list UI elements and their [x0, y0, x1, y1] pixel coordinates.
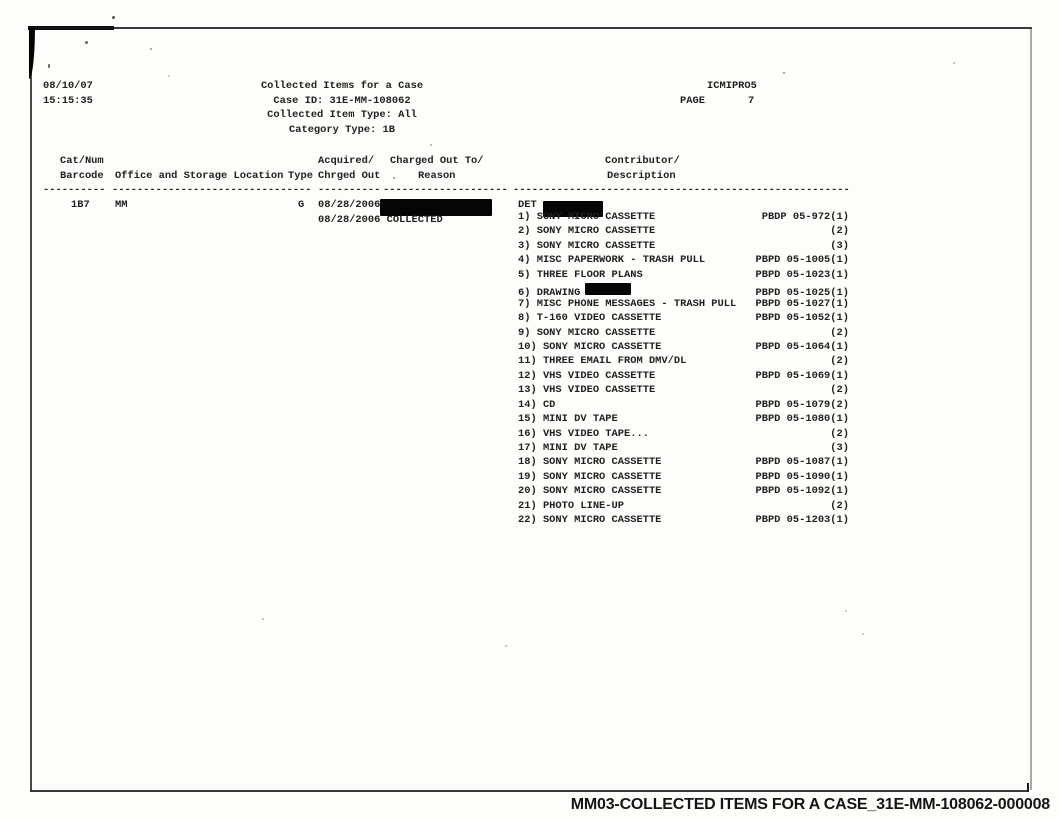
- program-id: ICMIPRO5: [707, 80, 757, 92]
- scan-speck: [783, 72, 785, 74]
- item-list: [518, 211, 849, 529]
- item-description: 4) MISC PAPERWORK - TRASH PULL: [518, 254, 706, 267]
- scan-speck: [953, 62, 955, 64]
- record-cat-num: 1B7: [71, 199, 90, 211]
- item-evidence-code: (3): [830, 442, 849, 454]
- col-header-acquired-1: Acquired/: [318, 155, 375, 167]
- item-evidence-code: PBPD 05-1052(1): [755, 312, 849, 325]
- record-location: MM: [115, 199, 128, 211]
- col-header-type: Type: [288, 169, 313, 182]
- item-evidence-code: PBPD 05-1005(1): [755, 254, 849, 267]
- scan-speck: [505, 645, 507, 647]
- separator-dashes-5: ------------------------------------------------------: [513, 184, 850, 196]
- collected-item-row: [518, 298, 849, 312]
- scan-speck: [168, 75, 170, 77]
- item-evidence-code: (2): [830, 326, 849, 339]
- item-evidence-code: PBPD 05-1027(1): [755, 297, 849, 310]
- item-description: 16) VHS VIDEO TAPE...: [518, 427, 649, 440]
- col-header-catnum-2: Barcode: [60, 169, 104, 182]
- record-acquired-date: 08/28/2006: [318, 199, 381, 211]
- item-description: 11) THREE EMAIL FROM DMV/DL: [518, 355, 687, 368]
- page-border-bottom-right-hook: [1027, 783, 1029, 792]
- collected-item-row: [518, 442, 849, 456]
- item-evidence-code: PBDP 05-972(1): [761, 211, 849, 223]
- item-description: 5) THREE FLOOR PLANS: [518, 268, 643, 281]
- separator-dashes-1: ----------: [43, 184, 106, 196]
- collected-item-row: [518, 327, 849, 341]
- collected-item-row: [518, 456, 849, 470]
- printed-date: 08/10/07: [43, 80, 93, 92]
- item-description: 6) DRAWING: [518, 287, 581, 300]
- scan-speck: [48, 64, 50, 68]
- scan-speck: [262, 618, 264, 620]
- collected-item-row: [518, 269, 849, 283]
- col-header-catnum-1: Cat/Num: [60, 155, 104, 167]
- scan-speck: [430, 144, 432, 146]
- item-description: 2) SONY MICRO CASSETTE: [518, 225, 656, 238]
- category-type-line: Category Type: 1B: [288, 123, 396, 136]
- scan-speck: [862, 633, 864, 635]
- collected-item-row: [518, 312, 849, 326]
- case-id-line: Case ID: 31E-MM-108062: [273, 94, 411, 107]
- col-header-contributor-2: Description: [607, 169, 676, 182]
- item-description: 22) SONY MICRO CASSETTE: [518, 514, 662, 527]
- collected-item-row: [518, 399, 849, 413]
- item-description: 15) MINI DV TAPE: [518, 413, 618, 426]
- item-evidence-code: PBPD 05-1080(1): [755, 413, 849, 426]
- collected-item-row: [518, 428, 849, 442]
- item-evidence-code: PBPD 05-1090(1): [755, 470, 849, 483]
- collected-item-row: [518, 471, 849, 485]
- record-charged-out-line: 08/28/2006 COLLECTED: [318, 213, 443, 226]
- page-border-corner-wedge: [29, 27, 35, 79]
- item-evidence-code: (2): [830, 384, 849, 397]
- collected-item-row: [518, 500, 849, 514]
- item-evidence-code: (2): [830, 499, 849, 512]
- item-evidence-code: PBPD 05-1023(1): [755, 268, 849, 281]
- collected-item-row: [518, 254, 849, 268]
- collected-item-row: [518, 283, 849, 300]
- record-contributor-prefix: DET: [518, 199, 537, 211]
- item-evidence-code: PBPD 05-1069(1): [755, 369, 849, 382]
- collected-item-row: [518, 370, 849, 384]
- collected-item-row: [518, 413, 849, 427]
- item-type-line: Collected Item Type: All: [267, 109, 417, 121]
- separator-dashes-2: --------------------------------: [112, 184, 312, 196]
- item-evidence-code: PBPD 05-1092(1): [755, 485, 849, 498]
- report-title: Collected Items for a Case: [260, 80, 424, 92]
- item-description: 18) SONY MICRO CASSETTE: [518, 456, 662, 469]
- printed-time: 15:15:35: [43, 94, 93, 107]
- collected-item-row: [518, 355, 849, 369]
- separator-dashes-3: ----------: [318, 184, 381, 196]
- record-type: G: [298, 199, 305, 211]
- collected-item-row: [518, 225, 849, 239]
- scan-speck: [845, 610, 847, 612]
- collected-item-row: [518, 240, 849, 254]
- separator-dashes-4: --------------------: [383, 184, 508, 196]
- scan-speck: [150, 48, 152, 50]
- collected-item-row: [518, 211, 849, 225]
- page-label: PAGE: [680, 94, 705, 107]
- scan-speck: [112, 16, 115, 19]
- item-description: 3) SONY MICRO CASSETTE: [518, 239, 656, 252]
- item-description: 10) SONY MICRO CASSETTE: [518, 340, 662, 353]
- col-header-charged-2: Reason: [418, 169, 456, 182]
- item-evidence-code: (2): [830, 225, 849, 238]
- scan-speck: [393, 177, 395, 179]
- page-number: 7: [748, 94, 755, 107]
- page-border-right: [1030, 28, 1032, 790]
- item-description: 17) MINI DV TAPE: [518, 442, 618, 454]
- scan-speck: [85, 41, 88, 44]
- item-description: 1) SONY MICRO CASSETTE: [518, 211, 656, 223]
- col-header-location: Office and Storage Location: [115, 169, 284, 182]
- item-evidence-code: PBPD 05-1079(2): [755, 398, 849, 411]
- item-evidence-code: (2): [830, 355, 849, 368]
- item-description: 13) VHS VIDEO CASSETTE: [518, 384, 656, 397]
- col-header-acquired-2: Chrged Out: [318, 169, 381, 182]
- item-description: 8) T-160 VIDEO CASSETTE: [518, 312, 662, 325]
- collected-item-row: [518, 514, 849, 528]
- col-header-charged-1: Charged Out To/: [390, 155, 484, 167]
- item-evidence-code: PBPD 05-1087(1): [755, 456, 849, 469]
- item-evidence-code: PBPD 05-1203(1): [755, 514, 849, 527]
- item-evidence-code: (3): [830, 239, 849, 252]
- item-evidence-code: PBPD 05-1064(1): [755, 340, 849, 353]
- item-description: 20) SONY MICRO CASSETTE: [518, 485, 662, 498]
- item-evidence-code: PBPD 05-1025(1): [755, 287, 849, 300]
- page-border-top: [30, 27, 1032, 29]
- item-description: 14) CD: [518, 398, 556, 411]
- collected-item-row: [518, 341, 849, 355]
- item-description: 12) VHS VIDEO CASSETTE: [518, 369, 656, 382]
- col-header-contributor-1: Contributor/: [605, 155, 680, 167]
- collected-item-row: [518, 384, 849, 398]
- item-description: 19) SONY MICRO CASSETTE: [518, 470, 662, 483]
- item-description: 21) PHOTO LINE-UP: [518, 499, 625, 512]
- page-border-bottom: [30, 790, 1028, 792]
- item-evidence-code: (2): [830, 427, 849, 440]
- footer-stamp: MM03-COLLECTED ITEMS FOR A CASE_31E-MM-108062-000008: [570, 796, 1050, 813]
- redaction-box-drawing: [585, 283, 631, 295]
- item-description: 9) SONY MICRO CASSETTE: [518, 326, 656, 339]
- collected-item-row: [518, 485, 849, 499]
- page-border-left: [30, 27, 32, 791]
- item-description: 7) MISC PHONE MESSAGES - TRASH PULL: [518, 297, 737, 310]
